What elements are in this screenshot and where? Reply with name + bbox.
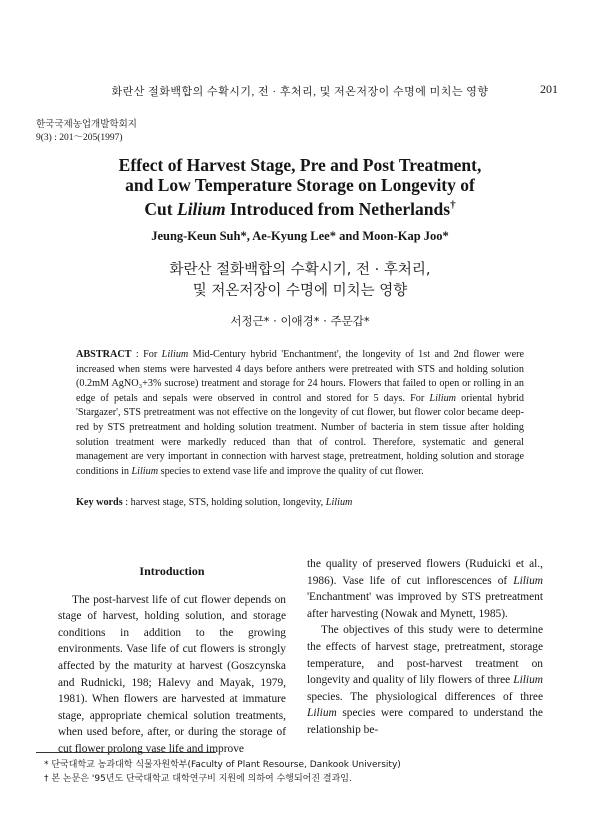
abstract-genus-2: Lilium — [429, 392, 457, 404]
authors-english: Jeung-Keun Suh*, Ae-Kyung Lee* and Moon-Kap Joo* — [151, 229, 449, 243]
title-ko-line-1: 화란산 절화백합의 수확시기, 전 · 후처리, — [169, 262, 431, 278]
intro-paragraph-1: The post-harvest life of cut flower depends on stage of harvest, holding solution, and storage conditions in addition to the growing environments. Vase life of cut flowers is strongly affected by the maturity at harvest (Goszcynska and Rudnicki, 198; Halevy and Mayak, 1979, 1981). When flowers are harvested at immature stage, appropriate chemical solution treatments, when used before, after, or during the storage of cut flower prolong vase life and improve — [58, 593, 286, 755]
p3-text-b: species. The physiological differences of three — [307, 690, 543, 703]
page-number: 201 — [540, 82, 558, 96]
title-line-3-b: Introduced from Netherlands — [225, 198, 451, 219]
title-line-1: Effect of Harvest Stage, Pre and Post Treatment, — [118, 155, 482, 175]
abstract-text-2: Mid-Century hybrid 'Enchantment', the longevity of 1st and 2nd flower were increased when stems were harvested 4 days before anthers were pretreated with STS and holding solution (0.2mM AgNO₃+3% sucrose) treatment and storage for 24 hours. Flowers that failed to open or rolling in an edge of petals and sepals were observed in control and stored for 5 days. For — [76, 349, 525, 404]
abstract-genus-1: Lilium — [161, 349, 189, 360]
abstract-text-4: species to extend vase life and improve the quality of cut flower. — [158, 465, 424, 477]
keywords-label: Key words — [76, 497, 123, 508]
p3-genus-2: Lilium — [307, 707, 337, 720]
authors-korean: 서정근* · 이애경* · 주문갑* — [230, 314, 370, 328]
abstract-text-1: : For — [131, 349, 162, 360]
keywords-text: : harvest stage, STS, holding solution, longevity, — [122, 497, 326, 508]
paper-title — [0, 155, 600, 219]
keywords-genus: Lilium — [325, 497, 353, 508]
p3-text-c: species were compared to understand the relationship be- — [307, 707, 543, 736]
title-ko-line-2: 및 저온저장이 수명에 미치는 영향 — [192, 283, 408, 299]
title-dagger: † — [450, 199, 456, 211]
p3-genus-1: Lilium — [513, 674, 543, 687]
left-column — [58, 563, 286, 758]
keywords — [76, 497, 524, 508]
paper-title-korean — [0, 260, 600, 302]
journal-name: 한국국제농업개발학회지 — [36, 120, 137, 130]
title-line-3 — [0, 195, 600, 219]
p2-genus: Lilium — [513, 574, 543, 587]
title-genus: Lilium — [177, 198, 226, 219]
p2-text-a: the quality of preserved flowers (Ruduicki et al., 1986). Vase life of cut inflorescences of — [307, 558, 543, 587]
footnote-funding: † 본 논문은 '95년도 단국대학교 대학연구비 지원에 의하여 수행되어진 결과임. — [44, 773, 352, 784]
footnotes — [44, 759, 401, 786]
p3-text-a: The objectives of this study were to determine the effects of harvest stage, pretreatment, storage temperature, and post-harvest treatment on longevity and quality of lily flowers of three — [307, 624, 543, 687]
p2-text-b: 'Enchantment' was improved by STS pretreatment after harvesting (Nowak and Mynett, 1985). — [307, 591, 543, 620]
footnote-affiliation: * 단국대학교 농과대학 식물자원학부(Faculty of Plant Resourse, Dankook University) — [44, 760, 401, 770]
abstract — [76, 348, 524, 479]
running-header: 화란산 절화백합의 수확시기, 전 · 후처리, 및 저온저장이 수명에 미치는 영향 — [111, 86, 489, 98]
title-line-3-a: Cut — [144, 198, 177, 219]
intro-paragraph-3 — [307, 622, 543, 738]
footnote-divider — [36, 752, 216, 753]
abstract-genus-3: Lilium — [131, 465, 159, 477]
abstract-text-3: oriental hybrid 'Stargazer', STS pretreatment was not effective on the longevity of cut flower, but flower color became deep-red by STS pretreatment and holding solution treatment. Number of bacteria in stem tissue after holding solution treatment were markedly reduced than that of control. Therefore, systematic and general management are very important in connection with harvest stage, pretreatment, holding solution and storage conditions in — [76, 392, 524, 477]
right-column — [307, 556, 543, 739]
intro-paragraph-2 — [307, 556, 543, 622]
abstract-label: ABSTRACT — [76, 349, 132, 360]
title-line-2: and Low Temperature Storage on Longevity of — [125, 175, 475, 195]
introduction-heading: Introduction — [139, 564, 205, 578]
journal-volume: 9(3) : 201～205(1997) — [36, 133, 123, 143]
